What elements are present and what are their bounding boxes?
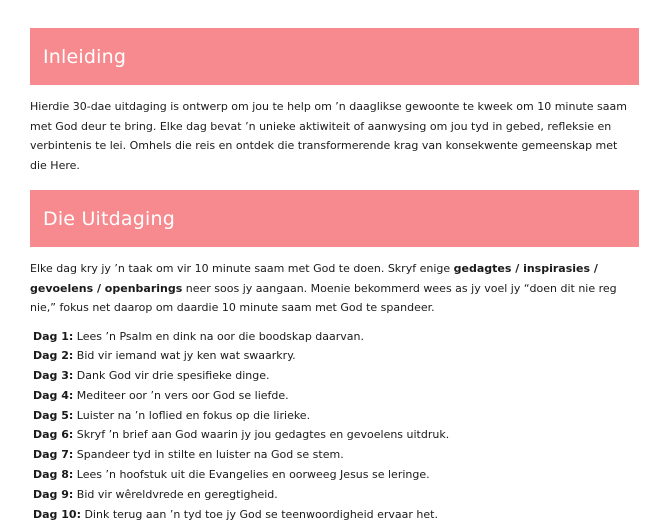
challenge-heading: Die Uitdaging bbox=[43, 207, 176, 230]
day-label: Dag 2: bbox=[33, 349, 74, 363]
day-text: Lees ’n hoofstuk uit die Evangelies en oorweeg Jesus se leringe. bbox=[73, 468, 430, 482]
day-text: Dank God vir drie spesifieke dinge. bbox=[73, 369, 270, 383]
day-label: Dag 4: bbox=[33, 388, 74, 402]
day-list bbox=[30, 327, 639, 525]
document-page bbox=[30, 28, 639, 524]
challenge-banner bbox=[30, 190, 639, 247]
day-text: Luister na ’n loflied en fokus op die lirieke. bbox=[73, 408, 311, 422]
day-item bbox=[33, 465, 639, 485]
day-label: Dag 8: bbox=[33, 468, 74, 482]
day-label: Dag 1: bbox=[33, 329, 74, 343]
day-text: Spandeer tyd in stilte en luister na God se stem. bbox=[73, 448, 344, 462]
day-item bbox=[33, 445, 639, 465]
intro-heading: Inleiding bbox=[43, 45, 127, 68]
challenge-paragraph bbox=[30, 259, 639, 318]
day-item bbox=[33, 366, 639, 386]
day-label: Dag 3: bbox=[33, 369, 74, 383]
day-item bbox=[33, 406, 639, 426]
challenge-text-before: Elke dag kry jy ’n taak om vir 10 minute saam met God te doen. Skryf enige bbox=[30, 262, 454, 275]
day-text: Mediteer oor ’n vers oor God se liefde. bbox=[73, 388, 289, 402]
day-text: Bid vir wêreldvrede en geregtigheid. bbox=[73, 487, 278, 501]
day-text: Lees ’n Psalm en dink na oor die boodskap daarvan. bbox=[73, 329, 365, 343]
day-text: Dink terug aan ’n tyd toe jy God se teenwoordigheid ervaar het. bbox=[80, 507, 438, 521]
day-label: Dag 6: bbox=[33, 428, 74, 442]
day-label: Dag 9: bbox=[33, 487, 74, 501]
day-label: Dag 7: bbox=[33, 448, 74, 462]
day-item bbox=[33, 505, 639, 525]
day-item bbox=[33, 485, 639, 505]
challenge-text-after: neer soos jy aangaan. Moenie bekommerd wees as jy voel jy “doen dit nie reg nie,” fokus net daarop om daardie 10 minute saam met God te spandeer. bbox=[30, 281, 617, 314]
intro-banner bbox=[30, 28, 639, 85]
day-item bbox=[33, 425, 639, 445]
day-item bbox=[33, 327, 639, 347]
intro-paragraph: Hierdie 30-dae uitdaging is ontwerp om jou te help om ’n daaglikse gewoonte te kweek om 10 minute saam met God deur te bring. Elke dag bevat ’n unieke aktiwiteit of aanwysing om jou tyd in gebed, refleksie en verbintenis te lei. Omhels die reis en ontdek die transformerende krag van konsekwente gemeenskap met die Here. bbox=[30, 100, 627, 172]
day-label: Dag 10: bbox=[33, 507, 81, 521]
day-item bbox=[33, 346, 639, 366]
day-text: Bid vir iemand wat jy ken wat swaarkry. bbox=[73, 349, 296, 363]
day-label: Dag 5: bbox=[33, 408, 74, 422]
day-item bbox=[33, 386, 639, 406]
day-text: Skryf ’n brief aan God waarin jy jou gedagtes en gevoelens uitdruk. bbox=[73, 428, 450, 442]
challenge-text-bold: gedagtes / inspirasies / gevoelens / openbarings bbox=[30, 262, 598, 295]
